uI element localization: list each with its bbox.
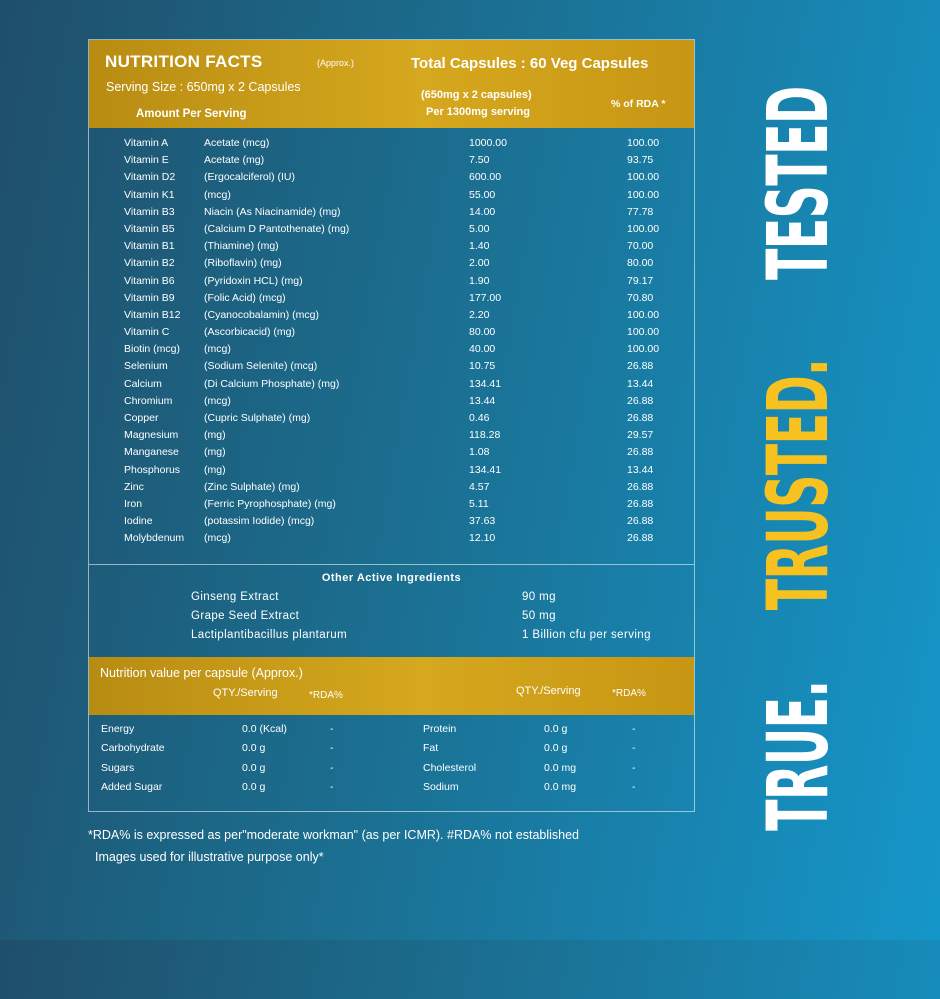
nutrient-name: Biotin (mcg)	[124, 343, 181, 356]
nutrient-row	[89, 275, 694, 292]
nutrient-form: (Ascorbicacid) (mg)	[204, 326, 296, 339]
nutrient-row	[89, 498, 694, 515]
nutrient-row	[89, 223, 694, 240]
nutrient-amount: 5.11	[469, 497, 489, 510]
nutrient-rda: -	[330, 762, 334, 774]
nutrient-rda: 100.00	[627, 326, 660, 339]
nutrient-form: (Zinc Sulphate) (mg)	[204, 480, 300, 493]
nutrient-qty: 0.0 mg	[544, 781, 577, 793]
nutrient-amount: 1000.00	[469, 137, 507, 149]
qty-serving-label-right: QTY./Serving	[516, 685, 581, 697]
nutrient-rda: -	[632, 723, 636, 735]
nutrient-name: Protein	[423, 723, 457, 735]
nutrient-form: (Cyanocobalamin) (mcg)	[204, 308, 319, 321]
other-ingredient-amount: 90 mg	[522, 591, 556, 603]
nutrient-amount: 2.20	[469, 308, 490, 321]
rda-column-header: % of RDA *	[611, 98, 666, 110]
amount-per-serving-label: Amount Per Serving	[136, 108, 247, 120]
nutrient-qty: 0.0 (Kcal)	[242, 723, 287, 735]
nutrient-name: Phosphorus	[124, 463, 181, 476]
nutrient-name: Iron	[124, 497, 143, 510]
nutrient-qty: 0.0 g	[242, 781, 266, 793]
nutrient-rda: 79.17	[627, 274, 654, 287]
nutrient-form: (Sodium Selenite) (mcg)	[204, 360, 318, 373]
nutrient-amount: 134.41	[469, 463, 502, 476]
nutrient-form: (mg)	[204, 463, 226, 476]
total-capsules: Total Capsules : 60 Veg Capsules	[411, 55, 649, 72]
nutrient-row	[89, 137, 694, 154]
nutrient-row	[89, 240, 694, 257]
nutrient-amount: 600.00	[469, 171, 502, 184]
other-ingredient-amount: 50 mg	[522, 610, 556, 622]
nutrient-form: (Pyridoxin HCL) (mg)	[204, 274, 303, 287]
nutrient-form: (mcg)	[204, 343, 231, 356]
nutrient-row	[89, 532, 694, 549]
nutrient-qty: 0.0 mg	[544, 762, 577, 774]
nutrient-name: Selenium	[124, 360, 168, 373]
per-capsule-row	[89, 762, 694, 780]
nutrient-amount: 40.00	[469, 343, 496, 356]
nutrition-facts-panel	[88, 39, 695, 812]
nutrient-form: (mg)	[204, 446, 226, 459]
nutrient-amount: 55.00	[469, 188, 496, 201]
nutrient-amount: 1.40	[469, 240, 490, 253]
nutrient-amount: 80.00	[469, 326, 496, 339]
nutrient-name: Zinc	[124, 480, 144, 493]
nutrient-rda: 26.88	[627, 480, 654, 493]
nutrient-amount: 1.90	[469, 274, 490, 287]
illustrative-disclaimer: Images used for illustrative purpose only*	[95, 850, 324, 864]
nutrient-rda: 93.75	[627, 154, 654, 167]
nutrient-amount: 177.00	[469, 291, 502, 304]
serving-detail-line1: (650mg x 2 capsules)	[421, 89, 532, 101]
nutrient-form: (Folic Acid) (mcg)	[204, 291, 286, 304]
nutrient-name: Vitamin A	[124, 137, 169, 149]
nutrient-rda: 100.00	[627, 222, 660, 235]
serving-detail-line2: Per 1300mg serving	[426, 106, 530, 118]
nutrient-row	[89, 257, 694, 274]
per-capsule-row	[89, 781, 694, 799]
nutrient-name: Iodine	[124, 515, 153, 528]
tagline-tested: TESTED	[749, 86, 847, 281]
nutrient-form: (Ergocalciferol) (IU)	[204, 171, 296, 184]
nutrient-rda: 77.78	[627, 205, 654, 218]
rda-footnote: *RDA% is expressed as per"moderate workman" (as per ICMR). #RDA% not established	[88, 828, 580, 842]
nutrient-rda: 26.88	[627, 446, 654, 459]
per-capsule-row	[89, 723, 694, 741]
other-ingredient-name: Ginseng Extract	[191, 591, 279, 603]
tagline-trusted: TRUSTED.	[749, 358, 847, 610]
nutrient-amount: 134.41	[469, 377, 502, 390]
nutrient-row	[89, 395, 694, 412]
nutrient-rda: 100.00	[627, 137, 660, 149]
nutrient-rda: 70.00	[627, 240, 654, 253]
nutrient-row	[89, 309, 694, 326]
other-ingredient-row	[89, 629, 694, 647]
nutrient-qty: 0.0 g	[544, 742, 568, 754]
nutrient-rda: 100.00	[627, 188, 660, 201]
other-ingredient-row	[89, 591, 694, 609]
per-capsule-title: Nutrition value per capsule (Approx.)	[100, 666, 303, 680]
nutrient-amount: 7.50	[469, 154, 490, 167]
nutrient-form: (Cupric Sulphate) (mg)	[204, 412, 311, 424]
nutrient-row	[89, 481, 694, 498]
nutrient-name: Vitamin B5	[124, 222, 175, 235]
nutrient-rda: 80.00	[627, 257, 654, 270]
nutrient-name: Manganese	[124, 446, 179, 459]
nutrient-amount: 2.00	[469, 257, 490, 270]
nutrient-name: Vitamin B1	[124, 240, 175, 253]
nutrient-rda: 26.88	[627, 497, 654, 510]
per-capsule-header	[89, 657, 694, 715]
rda-label-left: *RDA%	[309, 690, 343, 701]
nutrient-qty: 0.0 g	[544, 723, 568, 735]
per-capsule-row	[89, 742, 694, 760]
nutrient-row	[89, 343, 694, 360]
other-ingredients-title: Other Active Ingredients	[321, 572, 462, 584]
nutrient-form: (Thiamine) (mg)	[204, 240, 279, 253]
nutrient-form: Niacin (As Niacinamide) (mg)	[204, 205, 341, 218]
section-divider	[89, 564, 694, 565]
nutrient-rda: 26.88	[627, 515, 654, 528]
nutrient-name: Vitamin K1	[124, 188, 175, 201]
tagline-true: TRUE.	[749, 680, 847, 831]
nutrient-rda: 100.00	[627, 308, 660, 321]
nutrient-rda: 100.00	[627, 343, 660, 356]
nutrient-form: (mg)	[204, 429, 226, 442]
nutrition-title: NUTRITION FACTS	[105, 52, 263, 71]
nutrient-row	[89, 206, 694, 223]
nutrient-form: (potassim Iodide) (mcg)	[204, 515, 315, 528]
nutrient-name: Calcium	[124, 377, 162, 390]
nutrient-rda: -	[632, 762, 636, 774]
nutrient-form: (mcg)	[204, 394, 231, 407]
nutrient-name: Vitamin D2	[124, 171, 176, 184]
nutrient-name: Vitamin B12	[124, 308, 181, 321]
nutrient-rda: -	[632, 781, 636, 793]
nutrient-row	[89, 154, 694, 171]
nutrient-name: Copper	[124, 412, 159, 424]
nutrient-name: Vitamin B2	[124, 257, 175, 270]
nutrient-name: Vitamin E	[124, 154, 169, 167]
nutrient-rda: 100.00	[627, 171, 660, 184]
nutrient-form: (mcg)	[204, 188, 231, 201]
nutrient-name: Sugars	[101, 762, 135, 774]
nutrient-table	[89, 137, 694, 550]
nutrient-form: (Ferric Pyrophosphate) (mg)	[204, 497, 336, 510]
nutrient-name: Molybdenum	[124, 532, 185, 545]
serving-size: Serving Size : 650mg x 2 Capsules	[106, 80, 301, 94]
nutrient-rda: 13.44	[627, 377, 654, 390]
nutrient-row	[89, 171, 694, 188]
nutrient-row	[89, 464, 694, 481]
nutrient-form: (mcg)	[204, 532, 231, 545]
nutrient-name: Vitamin C	[124, 326, 170, 339]
other-ingredient-name: Grape Seed Extract	[191, 610, 300, 622]
nutrient-amount: 37.63	[469, 515, 496, 528]
nutrient-rda: 26.88	[627, 532, 654, 545]
nutrient-rda: 29.57	[627, 429, 654, 442]
nutrient-name: Sodium	[423, 781, 459, 793]
nutrient-amount: 0.46	[469, 412, 490, 424]
nutrient-row	[89, 189, 694, 206]
nutrient-row	[89, 412, 694, 429]
nutrient-rda: 26.88	[627, 394, 654, 407]
qty-serving-label-left: QTY./Serving	[213, 687, 278, 699]
nutrient-rda: 13.44	[627, 463, 654, 476]
nutrient-qty: 0.0 g	[242, 742, 266, 754]
nutrient-form: Acetate (mcg)	[204, 137, 270, 149]
nutrient-name: Magnesium	[124, 429, 179, 442]
other-ingredient-name: Lactiplantibacillus plantarum	[191, 629, 348, 641]
nutrient-row	[89, 446, 694, 463]
nutrient-qty: 0.0 g	[242, 762, 266, 774]
nutrient-name: Vitamin B9	[124, 291, 175, 304]
nutrient-rda: -	[330, 742, 334, 754]
nutrient-amount: 118.28	[469, 429, 501, 442]
nutrient-row	[89, 360, 694, 377]
nutrient-name: Carbohydrate	[101, 742, 165, 754]
nutrient-rda: -	[330, 723, 334, 735]
nutrient-amount: 4.57	[469, 480, 490, 493]
nutrient-form: (Calcium D Pantothenate) (mg)	[204, 222, 350, 235]
other-ingredient-row	[89, 610, 694, 628]
other-ingredient-amount: 1 Billion cfu per serving	[522, 629, 651, 641]
nutrient-form: (Di Calcium Phosphate) (mg)	[204, 377, 340, 390]
nutrient-amount: 12.10	[469, 532, 496, 545]
nutrient-row	[89, 326, 694, 343]
nutrient-form: (Riboflavin) (mg)	[204, 257, 282, 270]
nutrient-form: Acetate (mg)	[204, 154, 265, 167]
nutrient-amount: 5.00	[469, 222, 490, 235]
nutrient-row	[89, 429, 694, 446]
nutrient-row	[89, 378, 694, 395]
nutrient-rda: 26.88	[627, 360, 654, 373]
nutrient-name: Cholesterol	[423, 762, 477, 774]
nutrient-row	[89, 292, 694, 309]
nutrient-rda: 70.80	[627, 291, 654, 304]
nutrient-name: Vitamin B3	[124, 205, 175, 218]
nutrient-rda: -	[632, 742, 636, 754]
nutrient-amount: 10.75	[469, 360, 496, 373]
nutrient-rda: -	[330, 781, 334, 793]
nutrient-row	[89, 515, 694, 532]
nutrient-name: Vitamin B6	[124, 274, 175, 287]
nutrient-name: Energy	[101, 723, 135, 735]
nutrition-header	[89, 40, 694, 128]
nutrient-name: Fat	[423, 742, 439, 754]
nutrient-name: Added Sugar	[101, 781, 163, 793]
nutrient-rda: 26.88	[627, 412, 654, 424]
nutrient-amount: 1.08	[469, 446, 490, 459]
rda-label-right: *RDA%	[612, 688, 646, 699]
approx-note: (Approx.)	[317, 58, 355, 68]
nutrient-amount: 14.00	[469, 205, 496, 218]
nutrient-amount: 13.44	[469, 394, 496, 407]
nutrient-name: Chromium	[124, 394, 173, 407]
